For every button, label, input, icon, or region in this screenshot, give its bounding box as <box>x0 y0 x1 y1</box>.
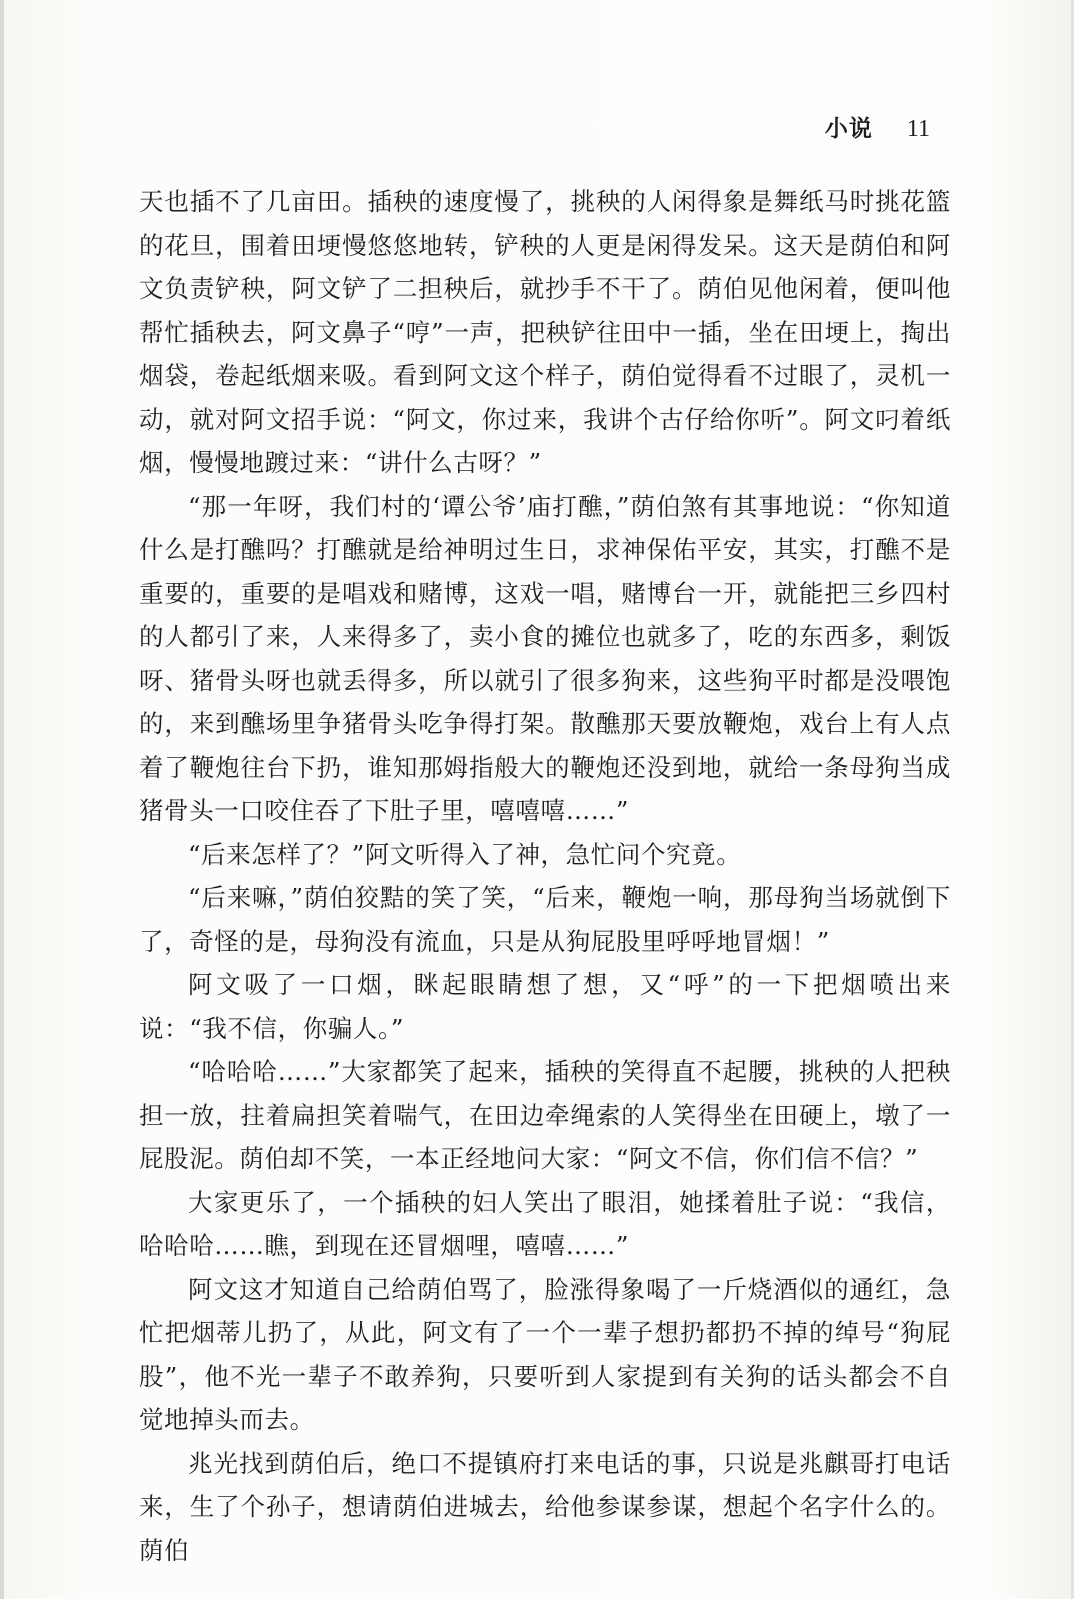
paragraph: “那一年呀，我们村的‘谭公爷’庙打醮，”荫伯煞有其事地说：“你知道什么是打醮吗？打醮就是给神明过生日，求神保佑平安，其实，打醮不是重要的，重要的是唱戏和赌博，这戏一唱，赌博台一开，就能把三乡四村的人都引了来，人来得多了，卖小食的摊位也就多了，吃的东西多，剩饭呀、猪骨头呀也就丢得多，所以就引了很多狗来，这些狗平时都是没喂饱的，来到醮场里争猪骨头吃争得打架。散醮那天要放鞭炮，戏台上有人点着了鞭炮往台下扔，谁知那姆指般大的鞭炮还没到地，就给一条母狗当成猪骨头一口咬住吞了下肚子里，嘻嘻嘻……” <box>139 491 951 825</box>
paragraph: 阿文这才知道自己给荫伯骂了，脸涨得象喝了一斤烧酒似的通红，急忙把烟蒂儿扔了，从此，阿文有了一个一辈子想扔都扔不掉的绰号“狗屁股”，他不光一辈子不敢养狗，只要听到人家提到有关狗的话头都会不自觉地掉头而去。 <box>139 1274 951 1434</box>
page-left-edge <box>0 0 4 1599</box>
paragraph: “哈哈哈……”大家都笑了起来，插秧的笑得直不起腰，挑秧的人把秧担一放，拄着扁担笑着喘气，在田边牵绳索的人笑得坐在田硬上，墩了一屁股泥。荫伯却不笑，一本正经地问大家：“阿文不信，你们信不信？” <box>139 1057 951 1173</box>
paragraph: “后来嘛，”荫伯狡黠的笑了笑，“后来，鞭炮一响，那母狗当场就倒下了，奇怪的是，母狗没有流血，只是从狗屁股里呼呼地冒烟！” <box>139 883 951 956</box>
page-number: 11 <box>906 116 930 142</box>
paragraph: 阿文吸了一口烟，眯起眼睛想了想，又“呼”的一下把烟喷出来说：“我不信，你骗人。” <box>139 970 951 1043</box>
body-text <box>139 180 951 1572</box>
paragraph: 天也插不了几亩田。插秧的速度慢了，挑秧的人闲得象是舞纸马时挑花篮的花旦，围着田埂慢悠悠地转，铲秧的人更是闲得发呆。这天是荫伯和阿文负责铲秧，阿文铲了二担秧后，就抄手不干了。荫伯见他闲着，便叫他帮忙插秧去，阿文鼻子“哼”一声，把秧铲往田中一插，坐在田埂上，掏出烟袋，卷起纸烟来吸。看到阿文这个样子，荫伯觉得看不过眼了，灵机一动，就对阿文招手说：“阿文，你过来，我讲个古仔给你听”。阿文叼着纸烟，慢慢地踱过来：“讲什么古呀？” <box>139 187 951 477</box>
paragraph: “后来怎样了？”阿文听得入了神，急忙问个究竟。 <box>188 839 742 869</box>
section-title: 小说 <box>824 116 873 142</box>
paragraph: 大家更乐了，一个插秧的妇人笑出了眼泪，她揉着肚子说：“我信，哈哈哈……瞧，到现在还冒烟哩，嘻嘻……” <box>139 1187 951 1260</box>
paragraph: 兆光找到荫伯后，绝口不提镇府打来电话的事，只说是兆麒哥打电话来，生了个孙子，想请荫伯进城去，给他参谋参谋，想起个名字什么的。荫伯 <box>139 1448 951 1565</box>
running-header <box>825 117 930 141</box>
